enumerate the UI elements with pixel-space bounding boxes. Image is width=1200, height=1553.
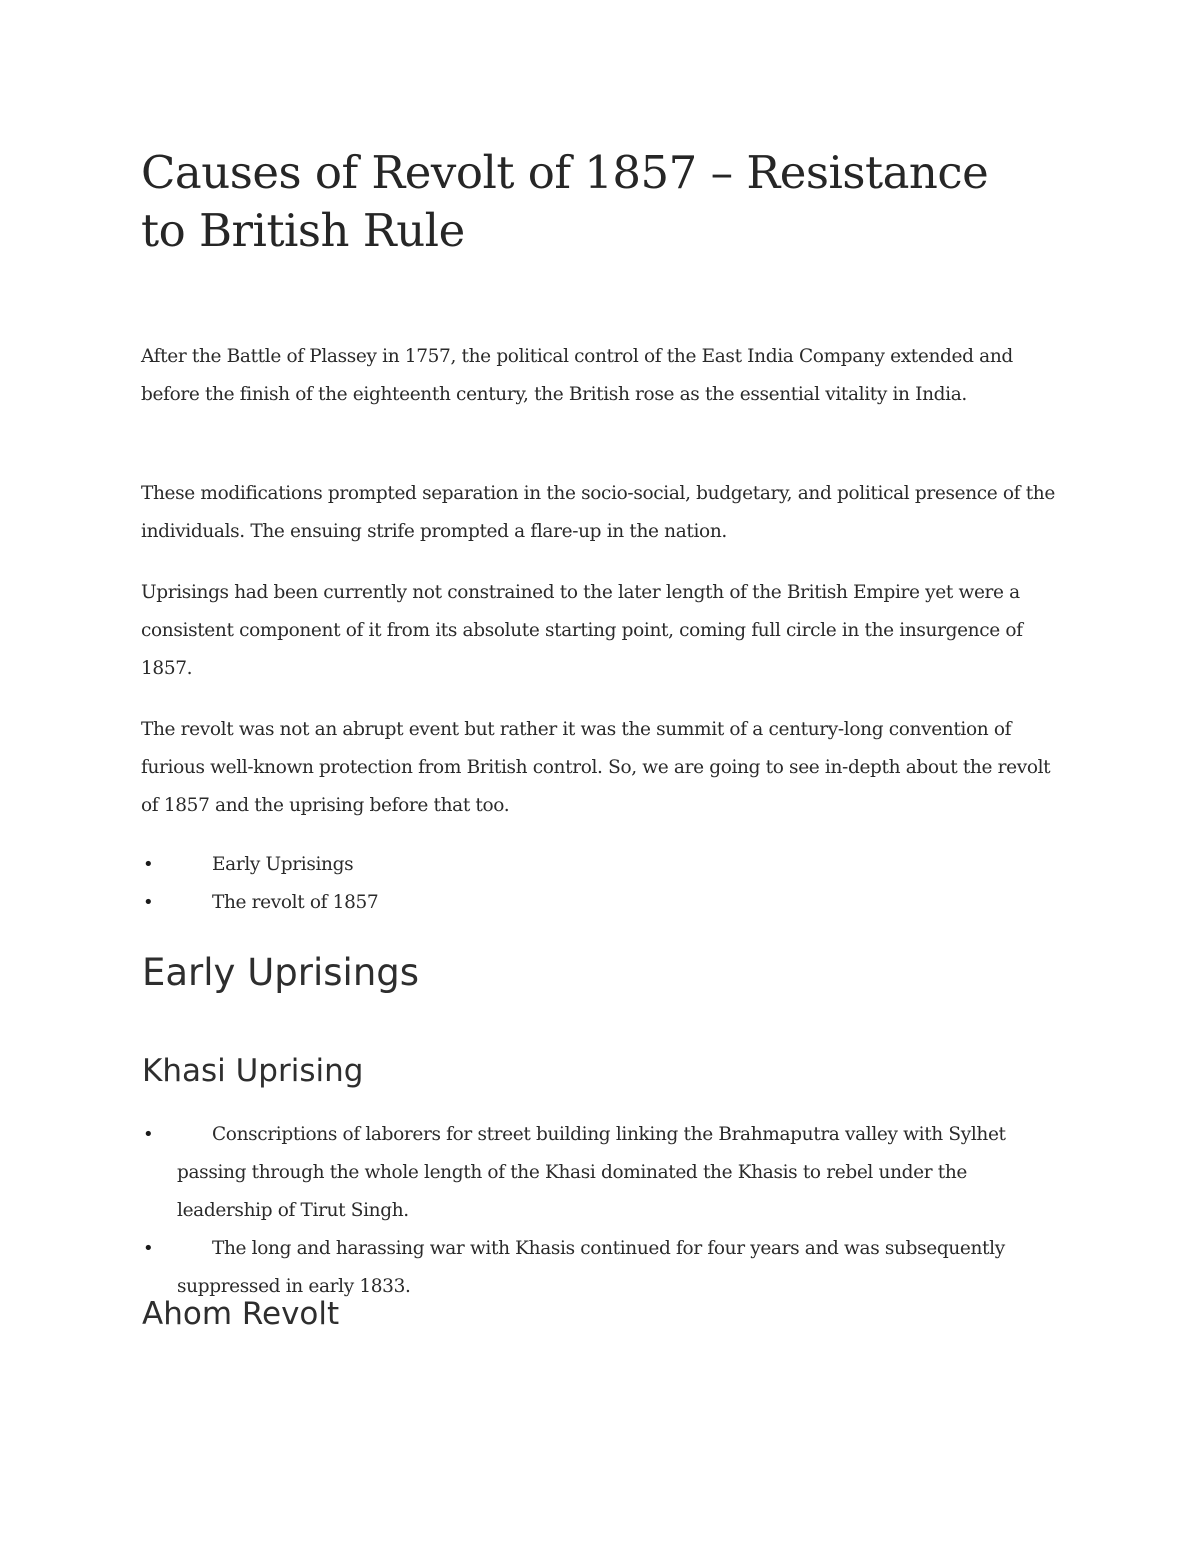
bullet-icon: •	[143, 854, 154, 875]
list-item-text: Conscriptions of laborers for street building linking the Brahmaputra valley with Sylhet passing through the whole length of the Khasi dominated the Khasis to rebel under the leadership of Tirut Singh.	[177, 1124, 1006, 1221]
list-item	[141, 846, 1066, 884]
khasi-bullet-list	[141, 1116, 1066, 1306]
paragraph-revolt-summit: The revolt was not an abrupt event but rather it was the summit of a century-long convention of furious well-known protection from British control. So, we are going to see in-depth about the revolt of 1857 and the uprising before that too.	[141, 719, 1051, 816]
heading-ahom-revolt: Ahom Revolt	[142, 1296, 340, 1332]
heading-early-uprisings: Early Uprisings	[142, 951, 420, 994]
paragraph-modifications: These modifications prompted separation in the socio-social, budgetary, and political presence of the individuals. The ensuing strife prompted a flare-up in the nation.	[141, 483, 1055, 542]
contents-list	[141, 846, 1066, 922]
bullet-icon: •	[143, 1238, 154, 1259]
document-title: Causes of Revolt of 1857 – Resistance to British Rule	[141, 146, 989, 257]
list-item-text: The long and harassing war with Khasis continued for four years and was subsequently suppressed in early 1833.	[177, 1238, 1005, 1297]
list-item	[141, 1116, 1066, 1230]
bullet-icon: •	[143, 892, 154, 913]
list-item-text: The revolt of 1857	[212, 892, 379, 913]
paragraph-plassey: After the Battle of Plassey in 1757, the political control of the East India Company extended and before the finish of the eighteenth century, the British rose as the essential vitality in India.	[141, 346, 1013, 405]
list-item	[141, 884, 1066, 922]
list-item-text: Early Uprisings	[212, 854, 354, 875]
heading-khasi-uprising: Khasi Uprising	[142, 1053, 364, 1089]
bullet-icon: •	[143, 1124, 154, 1145]
paragraph-uprisings: Uprisings had been currently not constrained to the later length of the British Empire yet were a consistent component of it from its absolute starting point, coming full circle in the insurgence of 1857.	[141, 582, 1023, 679]
